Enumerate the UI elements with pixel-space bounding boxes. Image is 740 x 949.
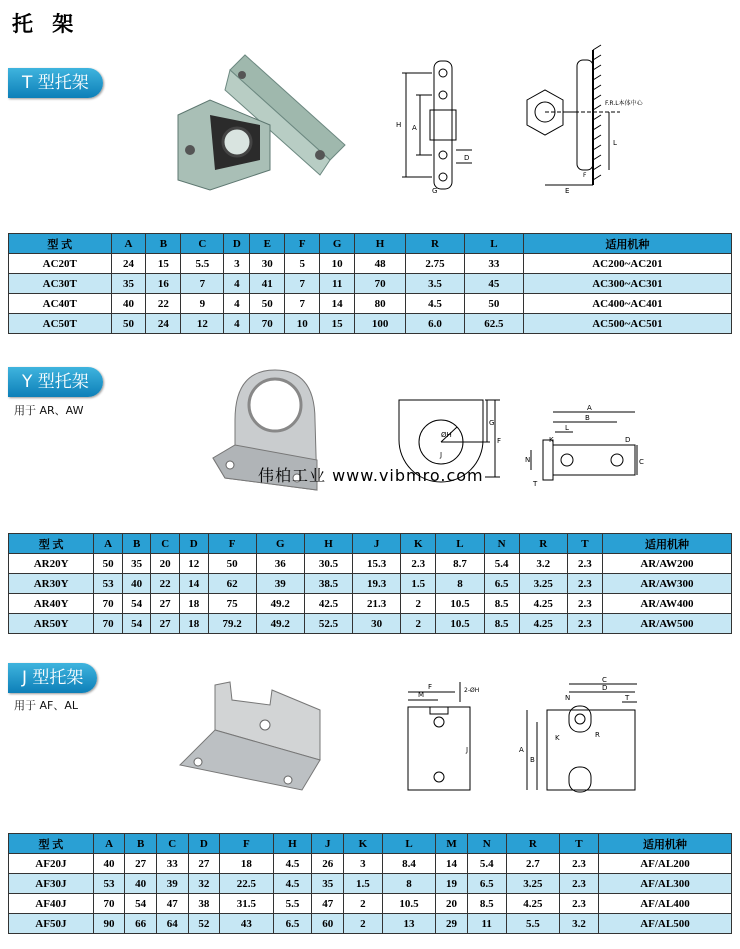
- svg-text:T: T: [625, 694, 630, 702]
- table-cell: 16: [146, 274, 181, 294]
- table-cell: 24: [146, 314, 181, 334]
- table-cell: 2.3: [567, 614, 602, 634]
- table-cell: AF50J: [9, 914, 94, 934]
- table-cell: 29: [436, 914, 468, 934]
- table-cell: 19.3: [353, 574, 401, 594]
- header-cell: D: [179, 534, 208, 554]
- table-cell: 100: [355, 314, 406, 334]
- table-cell: AC30T: [9, 274, 112, 294]
- table-cell: AR/AW300: [602, 574, 731, 594]
- t-side-label: F.R.L本体中心: [605, 100, 643, 107]
- table-cell: 3: [344, 854, 383, 874]
- table-cell: 62: [208, 574, 256, 594]
- t-side-drawing: [505, 45, 643, 195]
- table-cell: 10.5: [436, 614, 484, 634]
- header-cell: D: [224, 234, 250, 254]
- svg-text:G: G: [432, 187, 438, 195]
- header-cell: H: [273, 834, 312, 854]
- table-cell: 4.25: [519, 614, 567, 634]
- header-cell: H: [304, 534, 352, 554]
- header-cell: 型 式: [9, 234, 112, 254]
- table-header-row: [9, 534, 732, 554]
- table-cell: AC400~AC401: [523, 294, 731, 314]
- page-title: 托 架: [12, 11, 80, 36]
- table-cell: 14: [436, 854, 468, 874]
- table-cell: 24: [111, 254, 146, 274]
- table-row: [9, 254, 732, 274]
- table-cell: 4.25: [519, 594, 567, 614]
- header-cell: 适用机种: [602, 534, 731, 554]
- table-cell: 39: [256, 574, 304, 594]
- table-cell: 27: [125, 854, 157, 874]
- table-cell: 20: [436, 894, 468, 914]
- table-cell: AR30Y: [9, 574, 94, 594]
- table-cell: 5.5: [273, 894, 312, 914]
- header-cell: 型 式: [9, 534, 94, 554]
- svg-text:F: F: [497, 437, 502, 445]
- table-cell: 80: [355, 294, 406, 314]
- header-cell: C: [181, 234, 224, 254]
- table-cell: 8.5: [467, 894, 506, 914]
- table-cell: 62.5: [464, 314, 523, 334]
- header-cell: C: [151, 534, 180, 554]
- table-cell: 2.3: [567, 574, 602, 594]
- table-cell: 20: [151, 554, 180, 574]
- table-cell: AR20Y: [9, 554, 94, 574]
- table-cell: AC300~AC301: [523, 274, 731, 294]
- table-cell: AF30J: [9, 874, 94, 894]
- table-cell: 47: [156, 894, 188, 914]
- table-cell: 35: [312, 874, 344, 894]
- svg-text:F: F: [428, 683, 433, 691]
- table-cell: 10: [285, 314, 320, 334]
- section-subtitle-y: 用于 AR、AW: [14, 404, 84, 417]
- table-cell: 15: [146, 254, 181, 274]
- svg-text:A: A: [587, 404, 592, 412]
- table-cell: 4.25: [506, 894, 559, 914]
- table-cell: AR50Y: [9, 614, 94, 634]
- table-row: [9, 594, 732, 614]
- svg-text:L: L: [565, 424, 569, 432]
- table-cell: 79.2: [208, 614, 256, 634]
- svg-text:D: D: [464, 154, 470, 162]
- table-cell: 8: [382, 874, 435, 894]
- table-cell: 5.5: [181, 254, 224, 274]
- table-cell: AC50T: [9, 314, 112, 334]
- header-cell: J: [353, 534, 401, 554]
- table-cell: 4: [224, 274, 250, 294]
- table-row: [9, 854, 732, 874]
- table-row: [9, 894, 732, 914]
- table-cell: 52.5: [304, 614, 352, 634]
- j-bracket-photo: [170, 670, 335, 800]
- table-cell: 39: [156, 874, 188, 894]
- table-cell: 14: [179, 574, 208, 594]
- table-cell: 1.5: [344, 874, 383, 894]
- table-cell: 8.7: [436, 554, 484, 574]
- table-header-row: [9, 834, 732, 854]
- table-row: [9, 914, 732, 934]
- svg-text:N: N: [565, 694, 571, 702]
- table-row: [9, 874, 732, 894]
- header-cell: L: [382, 834, 435, 854]
- table-cell: 12: [181, 314, 224, 334]
- table-cell: 22: [151, 574, 180, 594]
- table-cell: 30: [250, 254, 285, 274]
- header-cell: G: [256, 534, 304, 554]
- header-cell: B: [122, 534, 151, 554]
- table-cell: 4.5: [273, 854, 312, 874]
- header-cell: F: [220, 834, 273, 854]
- table-cell: 5.4: [484, 554, 519, 574]
- table-cell: 18: [179, 614, 208, 634]
- table-cell: 6.0: [406, 314, 465, 334]
- table-cell: 2: [344, 914, 383, 934]
- table-cell: 49.2: [256, 614, 304, 634]
- table-cell: 1.5: [401, 574, 436, 594]
- table-cell: 3.2: [519, 554, 567, 574]
- table-cell: 6.5: [273, 914, 312, 934]
- table-cell: AC200~AC201: [523, 254, 731, 274]
- table-cell: AR40Y: [9, 594, 94, 614]
- svg-text:L: L: [613, 139, 617, 147]
- svg-text:B: B: [585, 414, 590, 422]
- table-row: [9, 614, 732, 634]
- table-cell: 54: [125, 894, 157, 914]
- table-cell: 53: [94, 574, 123, 594]
- header-cell: L: [436, 534, 484, 554]
- svg-text:K: K: [549, 436, 554, 444]
- table-cell: 4.5: [406, 294, 465, 314]
- table-cell: 75: [208, 594, 256, 614]
- table-cell: 26: [312, 854, 344, 874]
- table-cell: AR/AW400: [602, 594, 731, 614]
- table-cell: 64: [156, 914, 188, 934]
- section-badge-t: T 型托架: [8, 68, 103, 98]
- table-cell: 21.3: [353, 594, 401, 614]
- table-cell: 33: [156, 854, 188, 874]
- header-cell: B: [125, 834, 157, 854]
- table-cell: 3.2: [560, 914, 599, 934]
- svg-text:J: J: [440, 451, 443, 459]
- table-cell: 50: [250, 294, 285, 314]
- table-cell: AF/AL400: [598, 894, 731, 914]
- table-cell: 70: [94, 594, 123, 614]
- header-cell: N: [467, 834, 506, 854]
- table-cell: 2: [401, 594, 436, 614]
- table-cell: AF/AL500: [598, 914, 731, 934]
- table-cell: 11: [320, 274, 355, 294]
- table-cell: 53: [93, 874, 125, 894]
- header-cell: A: [94, 534, 123, 554]
- header-cell: F: [285, 234, 320, 254]
- svg-text:N: N: [525, 456, 531, 464]
- table-cell: 35: [111, 274, 146, 294]
- table-cell: 49.2: [256, 594, 304, 614]
- table-cell: 42.5: [304, 594, 352, 614]
- table-cell: AC500~AC501: [523, 314, 731, 334]
- table-t: [8, 233, 732, 334]
- svg-text:R: R: [595, 731, 600, 739]
- table-cell: 15: [320, 314, 355, 334]
- table-cell: 8.5: [484, 614, 519, 634]
- svg-text:H: H: [396, 121, 402, 129]
- header-cell: R: [519, 534, 567, 554]
- table-cell: AF40J: [9, 894, 94, 914]
- header-cell: N: [484, 534, 519, 554]
- table-cell: 27: [151, 614, 180, 634]
- table-cell: 4: [224, 314, 250, 334]
- table-cell: 22.5: [220, 874, 273, 894]
- table-cell: AF20J: [9, 854, 94, 874]
- table-cell: 4.5: [273, 874, 312, 894]
- header-cell: K: [344, 834, 383, 854]
- table-cell: 43: [220, 914, 273, 934]
- header-cell: J: [312, 834, 344, 854]
- table-cell: 2.3: [560, 894, 599, 914]
- table-cell: 9: [181, 294, 224, 314]
- table-cell: 7: [181, 274, 224, 294]
- table-header-row: [9, 234, 732, 254]
- section-badge-j: J 型托架: [8, 663, 97, 693]
- svg-text:A: A: [519, 746, 524, 754]
- table-cell: 10: [320, 254, 355, 274]
- header-cell: G: [320, 234, 355, 254]
- header-cell: 适用机种: [523, 234, 731, 254]
- header-cell: E: [250, 234, 285, 254]
- table-cell: 2.3: [401, 554, 436, 574]
- table-cell: 40: [125, 874, 157, 894]
- header-cell: M: [436, 834, 468, 854]
- table-cell: 90: [93, 914, 125, 934]
- table-cell: 70: [355, 274, 406, 294]
- table-cell: 30: [353, 614, 401, 634]
- svg-text:C: C: [639, 458, 644, 466]
- header-cell: F: [208, 534, 256, 554]
- table-row: [9, 554, 732, 574]
- table-cell: 45: [464, 274, 523, 294]
- header-cell: T: [560, 834, 599, 854]
- svg-text:K: K: [555, 734, 560, 742]
- header-cell: R: [406, 234, 465, 254]
- table-cell: 27: [188, 854, 220, 874]
- table-cell: 33: [464, 254, 523, 274]
- table-cell: 27: [151, 594, 180, 614]
- table-cell: 2.75: [406, 254, 465, 274]
- table-cell: 52: [188, 914, 220, 934]
- svg-text:M: M: [418, 691, 425, 699]
- table-j: [8, 833, 732, 934]
- table-cell: 6.5: [484, 574, 519, 594]
- table-cell: 2.3: [560, 854, 599, 874]
- table-cell: 3.5: [406, 274, 465, 294]
- table-cell: 50: [94, 554, 123, 574]
- table-cell: 31.5: [220, 894, 273, 914]
- table-row: [9, 274, 732, 294]
- header-cell: A: [93, 834, 125, 854]
- table-cell: 35: [122, 554, 151, 574]
- table-cell: 5.4: [467, 854, 506, 874]
- table-cell: AC20T: [9, 254, 112, 274]
- svg-text:J: J: [466, 746, 469, 754]
- table-cell: 13: [382, 914, 435, 934]
- table-cell: 40: [122, 574, 151, 594]
- table-cell: AF/AL200: [598, 854, 731, 874]
- table-y: [8, 533, 732, 634]
- table-cell: 15.3: [353, 554, 401, 574]
- table-cell: 3.25: [506, 874, 559, 894]
- table-cell: 6.5: [467, 874, 506, 894]
- j-side-drawing: [507, 672, 642, 802]
- table-cell: 12: [179, 554, 208, 574]
- table-cell: 50: [464, 294, 523, 314]
- table-cell: 54: [122, 614, 151, 634]
- table-cell: AF/AL300: [598, 874, 731, 894]
- t-bracket-photo: [170, 50, 360, 200]
- table-cell: 2.3: [560, 874, 599, 894]
- t-front-drawing: [392, 55, 482, 195]
- table-cell: 2: [401, 614, 436, 634]
- svg-text:D: D: [602, 684, 608, 692]
- table-cell: 8: [436, 574, 484, 594]
- table-cell: 7: [285, 274, 320, 294]
- header-cell: B: [146, 234, 181, 254]
- section-badge-y: Y 型托架: [8, 367, 103, 397]
- table-cell: 18: [179, 594, 208, 614]
- table-cell: 40: [93, 854, 125, 874]
- header-cell: R: [506, 834, 559, 854]
- table-row: [9, 294, 732, 314]
- table-cell: 54: [122, 594, 151, 614]
- table-cell: AR/AW200: [602, 554, 731, 574]
- svg-text:2-ØH: 2-ØH: [464, 687, 480, 694]
- table-cell: 30.5: [304, 554, 352, 574]
- svg-text:B: B: [530, 756, 535, 764]
- table-cell: AR/AW500: [602, 614, 731, 634]
- table-cell: 10.5: [382, 894, 435, 914]
- svg-text:C: C: [602, 676, 607, 684]
- table-cell: 38: [188, 894, 220, 914]
- y-side-drawing: [525, 400, 645, 490]
- header-cell: 型 式: [9, 834, 94, 854]
- table-cell: 70: [250, 314, 285, 334]
- table-cell: AC40T: [9, 294, 112, 314]
- table-cell: 8.4: [382, 854, 435, 874]
- table-cell: 32: [188, 874, 220, 894]
- header-cell: K: [401, 534, 436, 554]
- table-cell: 60: [312, 914, 344, 934]
- svg-text:F: F: [583, 172, 587, 179]
- section-subtitle-j: 用于 AF、AL: [14, 699, 79, 712]
- table-cell: 41: [250, 274, 285, 294]
- table-cell: 14: [320, 294, 355, 314]
- svg-text:T: T: [533, 480, 538, 488]
- svg-text:ØH: ØH: [441, 431, 452, 439]
- j-front-drawing: [400, 672, 485, 797]
- table-cell: 2: [344, 894, 383, 914]
- table-cell: 22: [146, 294, 181, 314]
- table-cell: 48: [355, 254, 406, 274]
- table-cell: 11: [467, 914, 506, 934]
- table-cell: 3.25: [519, 574, 567, 594]
- header-cell: 适用机种: [598, 834, 731, 854]
- svg-text:G: G: [489, 419, 495, 427]
- table-cell: 66: [125, 914, 157, 934]
- table-cell: 5.5: [506, 914, 559, 934]
- table-cell: 8.5: [484, 594, 519, 614]
- table-cell: 70: [93, 894, 125, 914]
- table-cell: 4: [224, 294, 250, 314]
- header-cell: D: [188, 834, 220, 854]
- table-cell: 2.3: [567, 554, 602, 574]
- table-cell: 40: [111, 294, 146, 314]
- header-cell: C: [156, 834, 188, 854]
- table-cell: 47: [312, 894, 344, 914]
- svg-text:A: A: [412, 124, 417, 132]
- header-cell: H: [355, 234, 406, 254]
- table-cell: 18: [220, 854, 273, 874]
- table-cell: 19: [436, 874, 468, 894]
- table-cell: 50: [111, 314, 146, 334]
- table-cell: 2.3: [567, 594, 602, 614]
- svg-text:D: D: [625, 436, 631, 444]
- table-row: [9, 314, 732, 334]
- table-row: [9, 574, 732, 594]
- table-cell: 7: [285, 294, 320, 314]
- table-cell: 36: [256, 554, 304, 574]
- table-cell: 5: [285, 254, 320, 274]
- svg-text:E: E: [565, 187, 570, 195]
- table-cell: 50: [208, 554, 256, 574]
- header-cell: L: [464, 234, 523, 254]
- header-cell: A: [111, 234, 146, 254]
- watermark: 伟柏工业 www.vibmro.com: [258, 466, 484, 485]
- table-cell: 3: [224, 254, 250, 274]
- table-cell: 38.5: [304, 574, 352, 594]
- header-cell: T: [567, 534, 602, 554]
- table-cell: 2.7: [506, 854, 559, 874]
- table-cell: 10.5: [436, 594, 484, 614]
- table-cell: 70: [94, 614, 123, 634]
